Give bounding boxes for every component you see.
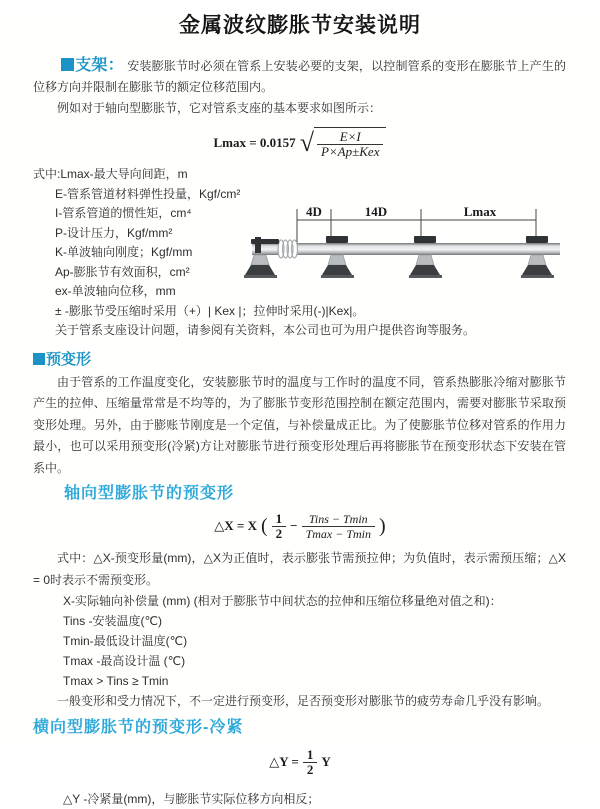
definition-line: ± -膨胀节受压缩时采用（+）| Kex |；拉伸时采用(-)|Kex|。 <box>55 303 365 318</box>
temperature-fraction: $\frac{\text{Tins − Tmin}}{Tmax - Tmin}$ <box>302 512 375 541</box>
lateral-formula-rhs: Y <box>321 754 331 769</box>
bellows-coil-icon <box>278 240 298 258</box>
x-definition-line: X-实际轴向补偿量 (mm) (相对于膨胀节中间状态的拉伸和压缩位移量绝对值之和)： <box>63 594 502 608</box>
lateral-cold-pull-formula <box>0 746 600 778</box>
t-definition-line: Tmin-最低设计温度(℃) <box>63 634 188 648</box>
axial-explain-paragraph: 式中：△X-预变形量(mm)，△X为正值时，表示膨张节需预拉伸；为负值时，表示需预压缩；△X = 0时表示不需预变形。 <box>33 551 566 587</box>
section-square-icon <box>33 353 45 365</box>
pipe-support <box>321 236 354 278</box>
pipe <box>297 243 560 255</box>
one-half-fraction: $\frac{1}{2}$ <box>272 512 287 541</box>
t-inequality-line: Tmax > Tins ≥ Tmin <box>63 674 169 688</box>
support-heading-label: 支架： <box>75 57 124 74</box>
one-half-fraction: $\frac{1}{2}$ <box>303 748 318 777</box>
document-page <box>0 11 600 806</box>
axial-predeform-heading: 轴向型膨胀节的预变形 <box>64 485 235 502</box>
dim-label-14d: 14D <box>364 204 388 219</box>
consult-line: 关于管系支座设计问题，请参阅有关资料，本公司也可为用户提供咨询等服务。 <box>55 323 476 337</box>
minus-sign: − <box>290 518 298 533</box>
lateral-note-line: △Y -冷紧量(mm)，与膨胀节实际位移方向相反； <box>63 792 320 806</box>
definition-line: ex-单波轴向位移，mm <box>55 284 176 298</box>
definition-line: I-管系管道的惯性矩，cm⁴ <box>55 206 192 220</box>
pipe-support <box>409 236 442 278</box>
close-paren: ) <box>379 515 386 537</box>
definition-line: E-管系管道材料弹性投量，Kgf/cm² <box>55 186 241 201</box>
dim-label-4d: 4D <box>306 204 322 219</box>
formula-numerator: E×I <box>339 129 361 144</box>
guide-spacing-formula <box>0 126 600 160</box>
predeform-section-heading <box>33 350 600 369</box>
support-section-heading <box>61 57 124 74</box>
section-square-icon <box>61 58 74 71</box>
lateral-predeform-heading: 横向型膨胀节的预变形-冷紧 <box>33 719 244 736</box>
open-paren: ( <box>260 515 268 537</box>
where-line: 式中:Lmax-最大导向间距，m <box>33 167 188 181</box>
pipe-support <box>521 236 554 278</box>
sqrt-body <box>314 127 387 159</box>
axial-formula-lhs: △X = X <box>214 518 257 533</box>
axial-predeform-formula <box>0 508 600 544</box>
predeform-heading-label: 预变形 <box>46 350 92 368</box>
support-intro-text: 安装膨胀节时必须在管系上安装必要的支架，以控制管系的变形在膨胀节上产生的位移方向并限制在膨胀节的额定位移范围内。 <box>33 59 566 94</box>
formula-lhs: Lmax = 0.0157 <box>213 135 296 150</box>
formula-denominator: P×Ap±Kex <box>317 144 384 159</box>
t-definition-line: Tins -安装温度(℃) <box>63 614 163 628</box>
definition-line: P-设计压力，Kgf/mm² <box>55 225 173 240</box>
support-example-line: 例如对于轴向型膨胀节，它对管系支座的基本要求如图所示： <box>57 101 382 115</box>
pipe-support-diagram <box>243 203 595 299</box>
pipe-support <box>244 255 277 278</box>
predeform-paragraph: 由于管系的工作温度变化，安装膨胀节时的温度与工作时的温度不同，管系热膨胀冷缩对膨胀节产生的拉伸、压缩量常常是不均等的，为了膨胀节变形范围控制在额定范围内，需要对膨胀节采取预变形处理。另外，由于膨账节刚度是一个定值，与补偿量成正比。为了使膨胀节位移对管系的作用力最小，也可以采用预变形(冷紧)方让对膨胀节进行预变形处理后再将膨胀节在预变形状态下安装在管系中。 <box>33 374 566 475</box>
page-title: 金属波纹膨胀节安装说明 <box>179 14 421 37</box>
lateral-formula-lhs: △Y = <box>269 754 299 769</box>
definition-line: K-单波轴向刚度；Kgf/mm <box>55 245 193 259</box>
anchor-plate <box>255 237 261 253</box>
sqrt-radical-icon: √ <box>299 128 314 157</box>
support-intro-paragraph <box>33 55 566 98</box>
definition-line: Ap-膨胀节有效面积，cm² <box>55 264 190 279</box>
axial-remark-line: 一般变形和受力情况下，不一定进行预变形，足否预变形对膨胀节的疲劳寿命几乎没有影响。 <box>57 694 550 708</box>
dim-label-lmax: Lmax <box>463 204 497 219</box>
t-definition-line: Tmax -最高设计温 (℃) <box>63 654 186 668</box>
axial-definitions <box>63 591 600 691</box>
